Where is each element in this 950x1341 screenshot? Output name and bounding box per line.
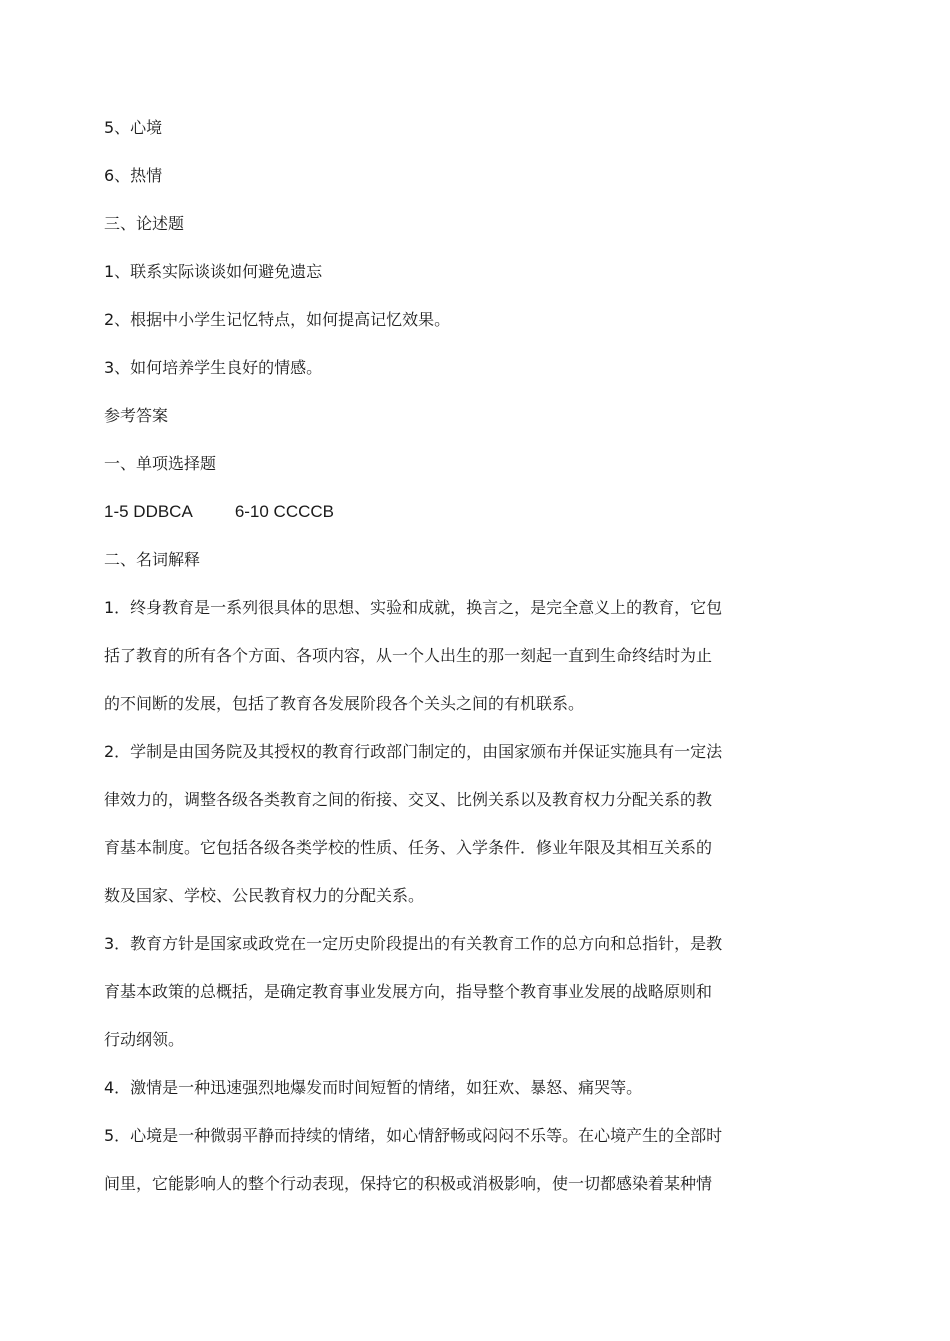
paragraph-line: 育基本制度。它包括各级各类学校的性质、任务、入学条件．修业年限及其相互关系的 <box>104 838 713 857</box>
essay-question-2: 2、根据中小学生记忆特点，如何提高记忆效果。 <box>104 310 451 329</box>
paragraph-line: 2．学制是由国务院及其授权的教育行政部门制定的，由国家颁布并保证实施具有一定法 <box>104 742 723 761</box>
section-heading-terms: 二、名词解释 <box>104 550 201 569</box>
paragraph-line: 5．心境是一种微弱平静而持续的情绪，如心情舒畅或闷闷不乐等。在心境产生的全部时 <box>104 1126 723 1145</box>
paragraph-line: 数及国家、学校、公民教育权力的分配关系。 <box>104 886 425 905</box>
essay-question-3: 3、如何培养学生良好的情感。 <box>104 358 323 377</box>
paragraph-line: 4．激情是一种迅速强烈地爆发而时间短暂的情绪，如狂欢、暴怒、痛哭等。 <box>104 1078 643 1097</box>
paragraph-line: 律效力的，调整各级各类教育之间的衔接、交叉、比例关系以及教育权力分配关系的教 <box>104 790 713 809</box>
answer-group-1-5: 1-5 DDBCA <box>104 502 193 521</box>
section-heading-essay: 三、论述题 <box>104 214 185 233</box>
paragraph-line: 括了教育的所有各个方面、各项内容，从一个人出生的那一刻起一直到生命终结时为止 <box>104 646 713 665</box>
answer-group-6-10: 6-10 CCCCB <box>234 502 335 521</box>
paragraph-line: 间里，它能影响人的整个行动表现，保持它的积极或消极影响，使一切都感染着某种情 <box>104 1174 713 1193</box>
paragraph-line: 的不间断的发展，包括了教育各发展阶段各个关头之间的有机联系。 <box>104 694 585 713</box>
answer-key-row <box>104 502 334 522</box>
paragraph-line: 行动纲领。 <box>104 1030 185 1049</box>
paragraph-line: 1．终身教育是一系列很具体的思想、实验和成就，换言之，是完全意义上的教育，它包 <box>104 598 723 617</box>
list-item-6-passion: 6、热情 <box>104 166 163 185</box>
paragraph-line: 育基本政策的总概括，是确定教育事业发展方向，指导整个教育事业发展的战略原则和 <box>104 982 713 1001</box>
list-item-5-mood: 5、心境 <box>104 118 163 137</box>
essay-question-1: 1、联系实际谈谈如何避免遗忘 <box>104 262 323 281</box>
section-heading-single-choice: 一、单项选择题 <box>104 454 217 473</box>
paragraph-line: 3．教育方针是国家或政党在一定历史阶段提出的有关教育工作的总方向和总指针，是教 <box>104 934 723 953</box>
reference-answers-heading: 参考答案 <box>104 406 169 425</box>
